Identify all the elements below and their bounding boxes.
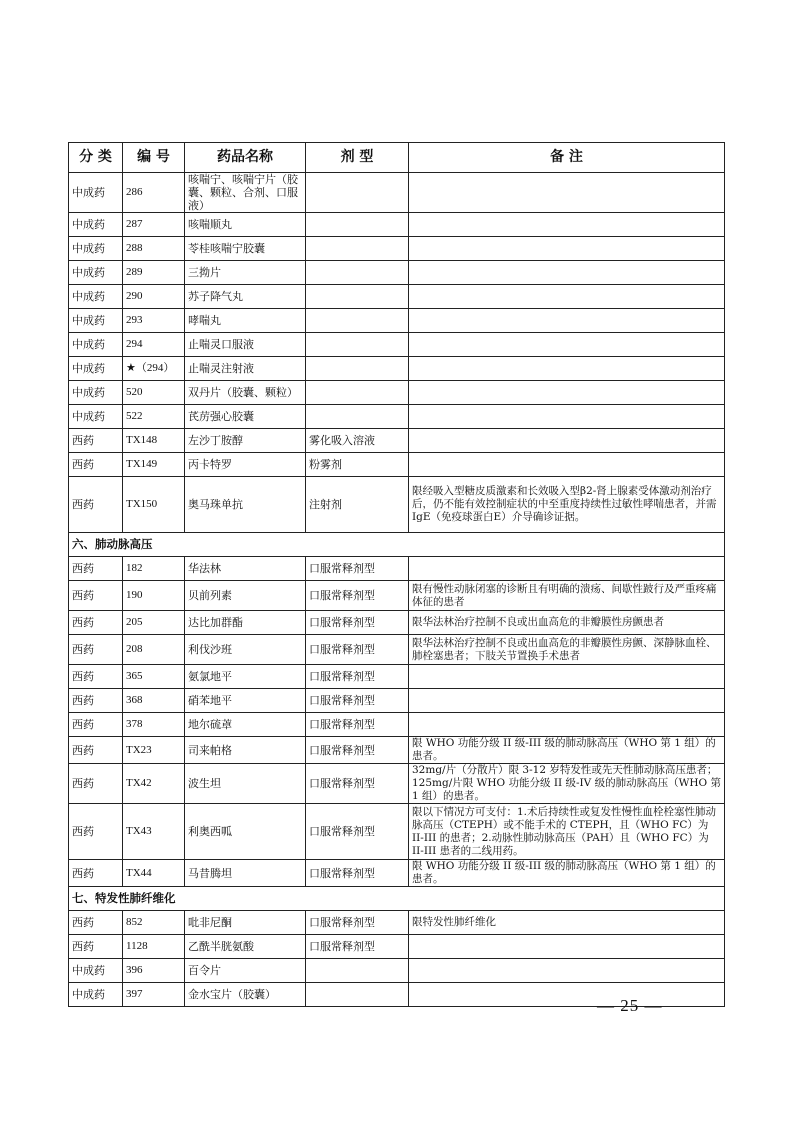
drug-name-cell: 丙卡特罗: [185, 453, 306, 477]
drug-name-cell: 双丹片（胶囊、颗粒）: [185, 381, 306, 405]
table-row: [69, 405, 725, 429]
code-cell: 190: [123, 581, 185, 611]
category-cell: 西药: [69, 764, 123, 804]
category-cell: 中成药: [69, 983, 123, 1007]
col-header-remarks: 备 注: [409, 143, 725, 173]
drug-name-cell: 哮喘丸: [185, 309, 306, 333]
code-cell: 365: [123, 665, 185, 689]
dosage-form-cell: 口服常释剂型: [306, 635, 409, 665]
category-cell: 中成药: [69, 405, 123, 429]
header-row: [69, 143, 725, 173]
dosage-form-cell: 口服常释剂型: [306, 713, 409, 737]
col-header-code: 编 号: [123, 143, 185, 173]
remarks-cell: [409, 935, 725, 959]
dosage-form-cell: [306, 285, 409, 309]
remarks-cell: [409, 665, 725, 689]
category-cell: 中成药: [69, 959, 123, 983]
dosage-form-cell: [306, 261, 409, 285]
dosage-form-cell: 口服常释剂型: [306, 581, 409, 611]
dosage-form-cell: 粉雾剂: [306, 453, 409, 477]
table-row: [69, 581, 725, 611]
section-heading: 七、特发性肺纤维化: [69, 887, 725, 911]
table-row: [69, 959, 725, 983]
code-cell: 288: [123, 237, 185, 261]
category-cell: 中成药: [69, 213, 123, 237]
dosage-form-cell: 口服常释剂型: [306, 611, 409, 635]
drug-name-cell: 奥马珠单抗: [185, 477, 306, 533]
table-row: [69, 804, 725, 860]
code-cell: TX42: [123, 764, 185, 804]
remarks-cell: 限有慢性动脉闭塞的诊断且有明确的溃疡、间歇性跛行及严重疼痛体征的患者: [409, 581, 725, 611]
drug-name-cell: 波生坦: [185, 764, 306, 804]
dosage-form-cell: 注射剂: [306, 477, 409, 533]
section-heading-row: [69, 887, 725, 911]
table-row: [69, 429, 725, 453]
drug-name-cell: 芪苈强心胶囊: [185, 405, 306, 429]
code-cell: 396: [123, 959, 185, 983]
category-cell: 西药: [69, 635, 123, 665]
dosage-form-cell: 口服常释剂型: [306, 804, 409, 860]
remarks-cell: [409, 983, 725, 1007]
remarks-cell: [409, 237, 725, 261]
code-cell: TX23: [123, 737, 185, 764]
dosage-form-cell: [306, 213, 409, 237]
code-cell: 182: [123, 557, 185, 581]
dosage-form-cell: [306, 333, 409, 357]
table-row: [69, 665, 725, 689]
dosage-form-cell: [306, 309, 409, 333]
category-cell: 西药: [69, 804, 123, 860]
category-cell: 西药: [69, 737, 123, 764]
drug-name-cell: 利奥西呱: [185, 804, 306, 860]
table-row: [69, 635, 725, 665]
page-number: — 25 —: [597, 996, 663, 1015]
remarks-cell: 限 WHO 功能分级 II 级-III 级的肺动脉高压（WHO 第 1 组）的患者。: [409, 737, 725, 764]
table-row: [69, 611, 725, 635]
dosage-form-cell: 口服常释剂型: [306, 737, 409, 764]
table-row: [69, 381, 725, 405]
dosage-form-cell: 口服常释剂型: [306, 557, 409, 581]
dosage-form-cell: [306, 959, 409, 983]
category-cell: 西药: [69, 477, 123, 533]
remarks-cell: 限以下情况方可支付：1.术后持续性或复发性慢性血栓栓塞性肺动脉高压（CTEPH）或不能手术的 CTEPH，且（WHO FC）为 II-III 的患者；2.动脉性肺动脉高压（PAH）且（WHO FC）为 II-III 患者的二线用药。: [409, 804, 725, 860]
code-cell: 293: [123, 309, 185, 333]
category-cell: 中成药: [69, 309, 123, 333]
code-cell: 294: [123, 333, 185, 357]
category-cell: 西药: [69, 860, 123, 887]
drug-name-cell: 咳喘宁、咳喘宁片（胶囊、颗粒、合剂、口服液）: [185, 173, 306, 213]
table-row: [69, 453, 725, 477]
drug-name-cell: 止喘灵注射液: [185, 357, 306, 381]
category-cell: 西药: [69, 611, 123, 635]
section-heading-row: [69, 533, 725, 557]
remarks-cell: [409, 173, 725, 213]
dosage-form-cell: [306, 357, 409, 381]
remarks-cell: 限华法林治疗控制不良或出血高危的非瓣膜性房颤、深静脉血栓、肺栓塞患者；下肢关节置换手术患者: [409, 635, 725, 665]
dosage-form-cell: [306, 381, 409, 405]
dosage-form-cell: 口服常释剂型: [306, 764, 409, 804]
drug-name-cell: 左沙丁胺醇: [185, 429, 306, 453]
remarks-cell: 限特发性肺纤维化: [409, 911, 725, 935]
category-cell: 中成药: [69, 173, 123, 213]
drug-name-cell: 苏子降气丸: [185, 285, 306, 309]
drug-name-cell: 达比加群酯: [185, 611, 306, 635]
category-cell: 西药: [69, 935, 123, 959]
drug-name-cell: 止喘灵口服液: [185, 333, 306, 357]
drug-name-cell: 马昔腾坦: [185, 860, 306, 887]
col-header-category: 分 类: [69, 143, 123, 173]
table-row: [69, 477, 725, 533]
remarks-cell: 限经吸入型糖皮质激素和长效吸入型β2-肾上腺素受体激动剂治疗后，仍不能有效控制症状的中至重度持续性过敏性哮喘患者，并需IgE（免疫球蛋白E）介导确诊证据。: [409, 477, 725, 533]
code-cell: TX43: [123, 804, 185, 860]
drug-name-cell: 氨氯地平: [185, 665, 306, 689]
col-header-drug-name: 药品名称: [185, 143, 306, 173]
remarks-cell: 限华法林治疗控制不良或出血高危的非瓣膜性房颤患者: [409, 611, 725, 635]
code-cell: 287: [123, 213, 185, 237]
drug-name-cell: 司来帕格: [185, 737, 306, 764]
dosage-form-cell: 雾化吸入溶液: [306, 429, 409, 453]
category-cell: 中成药: [69, 237, 123, 261]
code-cell: 852: [123, 911, 185, 935]
table-body: [69, 173, 725, 1007]
code-cell: TX44: [123, 860, 185, 887]
category-cell: 西药: [69, 689, 123, 713]
col-header-dosage-form: 剂 型: [306, 143, 409, 173]
code-cell: TX150: [123, 477, 185, 533]
category-cell: 西药: [69, 713, 123, 737]
code-cell: 290: [123, 285, 185, 309]
drug-name-cell: 利伐沙班: [185, 635, 306, 665]
table-row: [69, 333, 725, 357]
code-cell: 397: [123, 983, 185, 1007]
code-cell: TX149: [123, 453, 185, 477]
dosage-form-cell: 口服常释剂型: [306, 689, 409, 713]
table-row: [69, 935, 725, 959]
code-cell: 378: [123, 713, 185, 737]
dosage-form-cell: [306, 173, 409, 213]
dosage-form-cell: 口服常释剂型: [306, 860, 409, 887]
table-row: [69, 357, 725, 381]
table-row: [69, 557, 725, 581]
code-cell: 289: [123, 261, 185, 285]
code-cell: 208: [123, 635, 185, 665]
table-row: [69, 261, 725, 285]
table-row: [69, 713, 725, 737]
code-cell: 520: [123, 381, 185, 405]
category-cell: 中成药: [69, 357, 123, 381]
drug-catalog-table: [68, 142, 725, 1007]
table-row: [69, 737, 725, 764]
category-cell: 中成药: [69, 381, 123, 405]
remarks-cell: [409, 959, 725, 983]
remarks-cell: [409, 429, 725, 453]
dosage-form-cell: 口服常释剂型: [306, 911, 409, 935]
drug-name-cell: 吡非尼酮: [185, 911, 306, 935]
category-cell: 西药: [69, 911, 123, 935]
dosage-form-cell: [306, 983, 409, 1007]
remarks-cell: [409, 381, 725, 405]
category-cell: 西药: [69, 453, 123, 477]
remarks-cell: 32mg/片（分散片）限 3-12 岁特发性或先天性肺动脉高压患者；125mg/片限 WHO 功能分级 II 级-IV 级的肺动脉高压（WHO 第 1 组）的患者。: [409, 764, 725, 804]
drug-name-cell: 贝前列素: [185, 581, 306, 611]
remarks-cell: [409, 453, 725, 477]
drug-name-cell: 咳喘顺丸: [185, 213, 306, 237]
table-row: [69, 860, 725, 887]
category-cell: 西药: [69, 581, 123, 611]
dosage-form-cell: 口服常释剂型: [306, 665, 409, 689]
category-cell: 西药: [69, 557, 123, 581]
table-row: [69, 213, 725, 237]
table-row: [69, 764, 725, 804]
remarks-cell: [409, 405, 725, 429]
dosage-form-cell: 口服常释剂型: [306, 935, 409, 959]
remarks-cell: [409, 689, 725, 713]
table-row: [69, 285, 725, 309]
remarks-cell: [409, 213, 725, 237]
dosage-form-cell: [306, 237, 409, 261]
drug-name-cell: 地尔硫䓬: [185, 713, 306, 737]
remarks-cell: [409, 357, 725, 381]
drug-name-cell: 华法林: [185, 557, 306, 581]
remarks-cell: [409, 713, 725, 737]
remarks-cell: [409, 333, 725, 357]
table-row: [69, 689, 725, 713]
drug-name-cell: 百令片: [185, 959, 306, 983]
table-row: [69, 237, 725, 261]
category-cell: 西药: [69, 429, 123, 453]
drug-name-cell: 金水宝片（胶囊）: [185, 983, 306, 1007]
code-cell: ★（294）: [123, 357, 185, 381]
code-cell: 368: [123, 689, 185, 713]
category-cell: 中成药: [69, 333, 123, 357]
remarks-cell: 限 WHO 功能分级 II 级-III 级的肺动脉高压（WHO 第 1 组）的患者。: [409, 860, 725, 887]
code-cell: 286: [123, 173, 185, 213]
remarks-cell: [409, 285, 725, 309]
category-cell: 中成药: [69, 285, 123, 309]
table-row: [69, 911, 725, 935]
drug-name-cell: 三拗片: [185, 261, 306, 285]
remarks-cell: [409, 557, 725, 581]
code-cell: TX148: [123, 429, 185, 453]
drug-name-cell: 硝苯地平: [185, 689, 306, 713]
table-row: [69, 173, 725, 213]
code-cell: 522: [123, 405, 185, 429]
category-cell: 中成药: [69, 261, 123, 285]
code-cell: 1128: [123, 935, 185, 959]
remarks-cell: [409, 309, 725, 333]
table-row: [69, 309, 725, 333]
drug-name-cell: 乙酰半胱氨酸: [185, 935, 306, 959]
category-cell: 西药: [69, 665, 123, 689]
code-cell: 205: [123, 611, 185, 635]
drug-name-cell: 苓桂咳喘宁胶囊: [185, 237, 306, 261]
remarks-cell: [409, 261, 725, 285]
dosage-form-cell: [306, 405, 409, 429]
section-heading: 六、肺动脉高压: [69, 533, 725, 557]
